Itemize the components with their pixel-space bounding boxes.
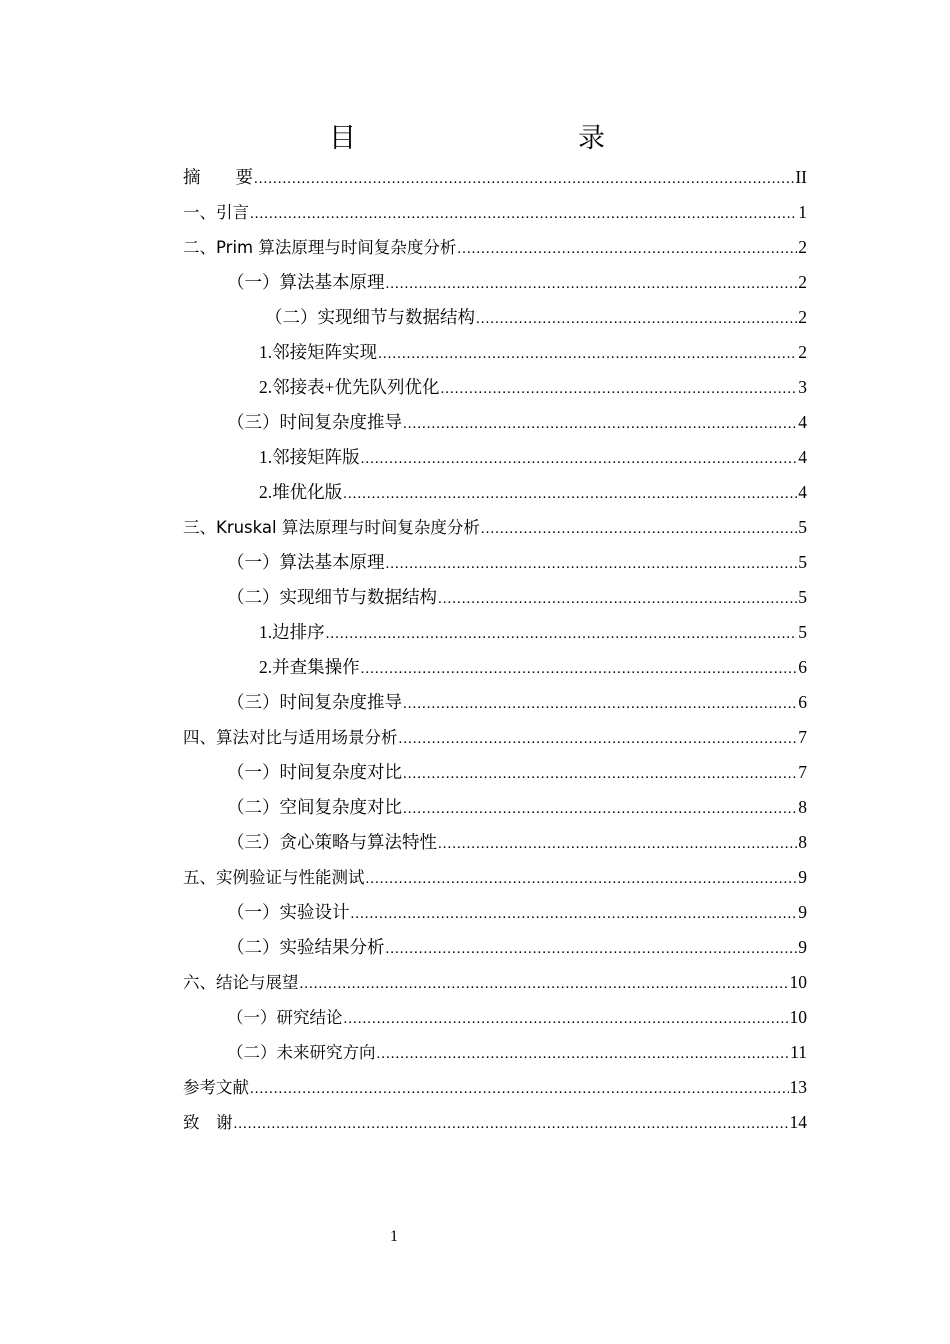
toc-entry[interactable] <box>183 755 807 790</box>
toc-entry-label: （一）实验设计 <box>227 902 350 922</box>
toc-entry[interactable] <box>183 965 807 1000</box>
toc-entry-label: （三）时间复杂度推导 <box>227 692 402 712</box>
toc-entry-page: 8 <box>798 832 807 852</box>
toc-entry-label: 一、引言 <box>183 203 249 222</box>
toc-entry[interactable] <box>183 160 807 195</box>
toc-entry-label: （二）未来研究方向 <box>227 1043 376 1062</box>
toc-entry-label: （二）空间复杂度对比 <box>227 797 402 817</box>
dot-leader <box>351 897 798 932</box>
toc-entry-page: 13 <box>789 1077 807 1097</box>
dot-leader <box>403 687 797 722</box>
toc-entry-label: 2.并查集操作 <box>259 657 360 677</box>
toc-entry[interactable] <box>183 405 807 440</box>
dot-leader <box>254 162 794 197</box>
toc-entry-page: 2 <box>798 342 807 362</box>
toc-entry-page: 6 <box>798 657 807 677</box>
toc-entry[interactable] <box>183 230 807 265</box>
toc-entry-label: （二）实现细节与数据结构 <box>227 587 437 607</box>
toc-entry[interactable] <box>183 265 807 300</box>
dot-leader <box>438 827 797 862</box>
toc-entry-page: 2 <box>798 237 807 257</box>
dot-leader <box>326 617 798 652</box>
toc-title: 目 录 <box>329 123 661 154</box>
toc-entry-label: （一）算法基本原理 <box>227 272 385 292</box>
toc-entry-label: 2.邻接表+优先队列优化 <box>259 377 440 397</box>
dot-leader <box>386 932 798 967</box>
dot-leader <box>403 757 797 792</box>
toc-entry-label: 四、算法对比与适用场景分析 <box>183 728 398 747</box>
dot-leader <box>481 512 797 547</box>
toc-entry[interactable] <box>183 1070 807 1105</box>
toc-entry[interactable] <box>183 1000 807 1035</box>
toc-entry-page: 9 <box>798 867 807 887</box>
toc-entry-page: 6 <box>798 692 807 712</box>
toc-entry-page: 4 <box>798 412 807 432</box>
dot-leader <box>438 582 797 617</box>
toc-entry-label: （一）时间复杂度对比 <box>227 762 402 782</box>
toc-entry[interactable] <box>183 1105 807 1140</box>
toc-entry-label: 1.邻接矩阵版 <box>259 447 360 467</box>
toc-entry[interactable] <box>183 475 807 510</box>
toc-entry-label: （三）贪心策略与算法特性 <box>227 832 437 852</box>
toc-entry-label: 六、结论与展望 <box>183 973 299 992</box>
toc-entry-page: 10 <box>789 972 807 992</box>
page-number: 1 <box>390 1228 398 1245</box>
toc-entry[interactable] <box>183 685 807 720</box>
toc-entry[interactable] <box>183 930 807 965</box>
dot-leader <box>343 477 797 512</box>
dot-leader <box>441 372 798 407</box>
dot-leader <box>361 652 798 687</box>
toc-entry[interactable] <box>183 860 807 895</box>
dot-leader <box>344 1002 789 1037</box>
toc-entry-page: 4 <box>798 447 807 467</box>
toc-entry[interactable] <box>183 895 807 930</box>
dot-leader <box>457 232 797 267</box>
toc-entry-label: 二、Prim 算法原理与时间复杂度分析 <box>183 238 457 257</box>
toc-entry[interactable] <box>183 545 807 580</box>
toc-entry-label: 摘 要 <box>183 167 253 187</box>
toc-entry-label: 2.堆优化版 <box>259 482 343 502</box>
toc-entry-page: 7 <box>798 762 807 782</box>
toc-entry-label: 三、Kruskal 算法原理与时间复杂度分析 <box>183 518 480 537</box>
dot-leader <box>300 967 789 1002</box>
toc-entry-label: 参考文献 <box>183 1078 249 1097</box>
toc-entry[interactable] <box>183 335 807 370</box>
toc-entry-page: 9 <box>798 902 807 922</box>
toc-entry-label: 五、实例验证与性能测试 <box>183 868 365 887</box>
toc-entry[interactable] <box>183 580 807 615</box>
toc-entry-page: 10 <box>789 1007 807 1027</box>
dot-leader <box>386 547 798 582</box>
toc-entry-page: 5 <box>798 587 807 607</box>
toc-entry-label: （二）实现细节与数据结构 <box>265 307 475 327</box>
toc-entry-page: II <box>795 167 807 187</box>
toc-entry[interactable] <box>183 510 807 545</box>
dot-leader <box>377 1037 790 1072</box>
toc-entry-page: 8 <box>798 797 807 817</box>
toc-entry-label: （一）研究结论 <box>227 1008 343 1027</box>
toc-entry-page: 7 <box>798 727 807 747</box>
dot-leader <box>361 442 798 477</box>
table-of-contents <box>183 160 807 1140</box>
toc-entry-page: 5 <box>798 622 807 642</box>
toc-entry-page: 2 <box>798 307 807 327</box>
toc-entry[interactable] <box>183 825 807 860</box>
toc-entry-label: 致 谢 <box>183 1113 233 1132</box>
toc-entry-page: 2 <box>798 272 807 292</box>
toc-entry[interactable] <box>183 720 807 755</box>
dot-leader <box>250 197 797 232</box>
toc-entry[interactable] <box>183 790 807 825</box>
toc-entry[interactable] <box>183 615 807 650</box>
toc-entry-page: 14 <box>789 1112 807 1132</box>
dot-leader <box>366 862 798 897</box>
toc-entry-label: （二）实验结果分析 <box>227 937 385 957</box>
toc-entry[interactable] <box>183 195 807 230</box>
toc-entry-label: （一）算法基本原理 <box>227 552 385 572</box>
toc-entry-page: 3 <box>798 377 807 397</box>
toc-entry[interactable] <box>183 440 807 475</box>
toc-entry[interactable] <box>183 650 807 685</box>
toc-entry-label: 1.邻接矩阵实现 <box>259 342 378 362</box>
toc-entry-page: 5 <box>798 517 807 537</box>
toc-entry-page: 9 <box>798 937 807 957</box>
toc-entry-page: 11 <box>790 1042 807 1062</box>
toc-entry-page: 4 <box>798 482 807 502</box>
toc-entry-label: 1.边排序 <box>259 622 325 642</box>
toc-entry[interactable] <box>183 1035 807 1070</box>
toc-entry-page: 5 <box>798 552 807 572</box>
dot-leader <box>399 722 798 757</box>
dot-leader <box>386 267 798 302</box>
toc-entry-label: （三）时间复杂度推导 <box>227 412 402 432</box>
toc-entry[interactable] <box>183 300 807 335</box>
dot-leader <box>250 1072 789 1107</box>
toc-entry[interactable] <box>183 370 807 405</box>
dot-leader <box>403 792 797 827</box>
dot-leader <box>403 407 797 442</box>
dot-leader <box>378 337 797 372</box>
dot-leader <box>234 1107 789 1142</box>
dot-leader <box>476 302 797 337</box>
toc-entry-page: 1 <box>798 202 807 222</box>
